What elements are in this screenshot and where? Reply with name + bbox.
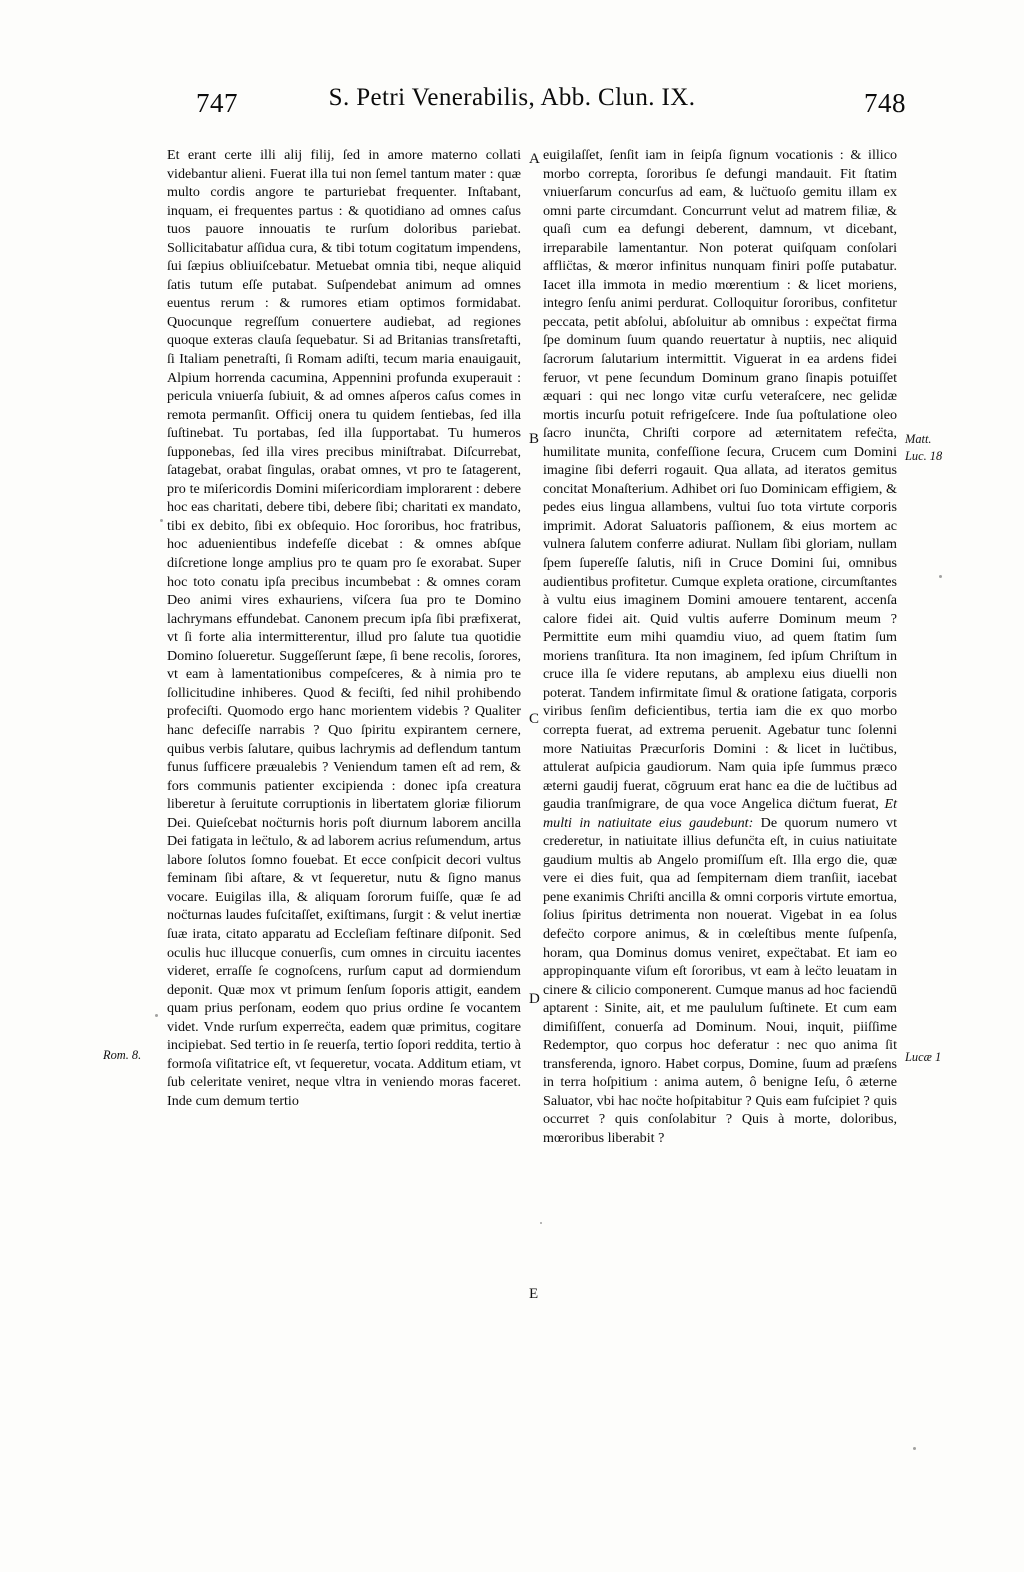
folio-number-right: 748: [864, 88, 906, 118]
section-marker-b: B: [529, 431, 540, 447]
scan-speckle: [155, 1014, 158, 1017]
scan-speckle: [939, 575, 942, 578]
folio-number-left: 747: [196, 88, 238, 118]
section-marker-a: A: [529, 151, 540, 167]
right-text-before-quote: euigilaſſet, ſenſit iam in ſeipſa ſignum vocationis : & illico morbo correpta, ſororibus ſe defungi mandauit. Fit ſtatim vniuerſarum concurſus ad eam, & luc̈tuoſo gemitu illam ex omni parte circumdant. Concurrunt velut ad matrem filiæ, & quaſi cum ea defungi deberent, damnum, vt dicebant, irreparabile lamentantur. Non poterat quiſquam conſolari afflic̈tas, & mœror infinitus nunquam finiri poſſe putabatur. Iacet illa immota in medio mœrentium : & licet moriens, integro ſenſu animi perdurat. Colloquitur ſororibus, confitetur peccata, petit abſolui, abſoluitur ab omnibus : expec̈tat firma ſpe dominum ſuum quando reuertatur à nuptiis, nec aliquid ſacrorum ſalutarium intermittit. Viguerat in ea ardens fidei feruor, vt pene ſecundum Dominum grano ſinapis potuiſſet æquari : qui nec longo vitæ curſu veteraſcere, nec gelidæ mortis incurſu potuit refrigeſcere. Inde ſua poſtulatione oleo ſacro inunc̈ta, Chriſti corpore ad æternitatem refec̈ta, humilitate munita, confeſſione ſecura, Crucem cum Domini imagine ſibi deferri rogauit. Qua allata, ad iteratos gemitus concitat Monaſterium. Adhibet ori ſuo Dominicam effigiem, & pedes eius lingua allambens, vultui ſuo tota virtute corporis imprimit. Adorat Saluatoris paſſionem, & eius mortem ac vulnera ſalutem conferre adiurat. Nullam ſibi gloriam, nullam ſpem ſupereſſe ſalutis, niſi in Cruce Domini ſui, omnibus audientibus profitetur. Cumque expleta oratione, circumſtantes à vultu eius imaginem Domini amouere tentarent, accenſa calore fidei ait. Quid vultis auferre Dominum meum ? Permittite eum mihi quamdiu viuo, ad quem ſtatim ſum moriens tranſitura. Ita non imaginem, ſed ipſum Chriſtum in cruce illa ſe videre reputans, ab amplexu eius diuelli non poterat. Tandem infirmitate ſimul & oratione ſatigata, corporis viribus ſenſim deficientibus, tertia iam die ex quo morbo correpta fuerat, ad extrema peruenit. Agebatur tunc ſolenni more Natiuitas Præcurſoris Domini : & licet in luc̈tibus, attulerat auſpicia gaudiorum. Nam quia ipſe ſummus præco æterni gaudij fuerat, cōgruum erat hanc ea die de luc̈tibus ad gaudia tranſmigrare, de qua voce Angelica dic̈tum fuerat,: [543, 147, 897, 813]
page-title: S. Petri Venerabilis, Abb. Clun. IX.: [328, 84, 696, 111]
section-marker-d: D: [529, 991, 540, 1007]
section-marker-c: C: [529, 711, 540, 727]
scan-speckle: [913, 1447, 916, 1450]
scan-speckle: [160, 519, 163, 522]
margin-note-matt: Matt.: [905, 432, 932, 446]
column-right-body: [543, 146, 897, 1148]
margin-note-luc-18: Luc. 18: [905, 449, 943, 463]
margin-note-rom-8: Rom. 8.: [103, 1048, 142, 1062]
text-column-left: [167, 146, 521, 1110]
scan-speckle: [540, 1222, 542, 1224]
right-text-after-quote: De quorum numero vt crederetur, in natiuitate illius defunc̈ta eſt, in cuius natiuitate gaudium multis ab Angelo promiſſum eſt. Illa ergo die, quæ vere ei dies fuit, qua ad ſempiternam diem tranſiit, iacebat pene exanimis Chriſti ancilla & omni corporis virtute emortua, ſolius ſpiritus detrimenta non nouerat. Vigebat in ea ſolus defec̈to corpore animus, & in cœleſtibus mente ſuſpenſa, horam, qua Dominus domus veniret, expec̈tabat. Et iam eo appropinquante viſum eſt ſororibus, vt eam à lec̈to leuatam in cinere & cilicio componerent. Cumque manus ad hoc faciendū aptarent : Sinite, ait, et me paululum ſuſtinete. Et cum eam dimiſiſſent, conuerſa ad Dominum. Noui, inquit, piiſſime Redemptor, quo corpus hoc deferatur : nec quo anima ſit transferenda, ignoro. Habet corpus, Domine, ſuum ad præſens in terra hoſpitium : anima autem, ô benigne Ieſu, ô æterne Saluator, vbi hac noc̈te hoſpitabitur ? Quis eam fuſcipiet ? quis occurret ? quis conſolabitur ? Quis à morte, doloribus, mœroribus liberabit ?: [543, 814, 897, 1146]
section-marker-e: E: [529, 1286, 539, 1302]
scripture-quote: Et multi in natiuitate eius gaudebunt:: [543, 796, 897, 831]
running-head: [0, 84, 1024, 128]
margin-note-lucae-1: Lucæ 1: [905, 1050, 942, 1064]
text-column-right: [543, 146, 897, 1148]
column-left-body: Et erant certe illi alij filij, ſed in amore materno collati videbantur alieni. Fuerat illa tui non ſemel tantum mater : quæ multo cordis angore te parturiebat frequenter. Inſtabant, inquam, ei frequentes partus : & quotidiano ad omnes caſus tuos pauore innouatis te rurſum doloribus pariebat. Sollicitabatur aſſidua cura, & tibi totum cogitatum impendens, ſui ſæpius obliuiſcebatur. Metuebat omnia tibi, neque aliquid ſatis tutum eſſe putabat. Suſpendebat animum ad omnes euentus rerum : & rumores etiam optimos formidabat. Quocunque regreſſum conuertere audiebat, ad regiones quoque exteras clauſa ſequebatur. Si ad Britanias transſretafti, ſi Italiam penetraſti, ſi Romam adiſti, tecum maria enauigauit, Alpium horrenda cacumina, Appennini profunda exuperauit : pericula vniuerſa ſubiuit, & ad omnes aſperos caſus comes in remota permanſit. Officij onera tu quidem ſentiebas, ſed illa ſuſtinebat. Tu portabas, ſed illa ſupportabat. Tu humeros ſupponebas, ſed illa vires precibus miniſtrabat. Diſcurrebat, ſatagebat, orabat ſingulas, orabat omnes, vt pro te ſatagerent, pro te miſericordis Domini miſericordiam implorarent : debere hoc eas charitati, debere tibi, debere ſibi; charitati ex mandato, tibi ex debito, ſibi ex obſequio. Hoc ſororibus, hoc fratribus, hoc aduenientibus indefeſſe dicebat : & omnes abſque diſcretione longe amplius pro te quam pro ſe exorabat. Super hoc toto conatu ipſa precibus incumbebat : & omnes coram Deo animi vires exhauriens, viſcera ſua pro te Domino lachrymans effundebat. Canonem precum ipſa ſibi præfixerat, vt ſi forte alia intermitterentur, illud pro ſalute tua quotidie Domino ſolueretur. Suggeſſerunt ſæpe, ſi bene recolis, ſorores, vt eam à lamentationibus compeſceres, & à nimia pro te ſollicitudine inhiberes. Quod & feciſti, ſed nihil prohibendo profeciſti. Quomodo ergo hanc morientem videbis ? Qualiter hanc defeciſſe narrabis ? Quo ſpiritu expirantem cernere, quibus verbis ſalutare, quibus lachrymis ad deflendum tantum funus ſufficere præualebis ? Veniendum tamen eſt ad rem, & fors communis patienter excipienda : donec ipſa creatura liberetur à ſeruitute corruptionis in libertatem gloriæ filiorum Dei. Quieſcebat noc̈turnis horis poſt diurnum laborem ancilla Dei fatigata in lec̈tulo, & ad laborem acrius reſumendum, artus labore ſolutos ſomno fouebat. Et ecce conſpicit decori vultus feminam ſibi aſtare, & vt ſequeretur, nutu & ſigno manus vocare. Euigilas illa, & aliquam ſororum fuiſſe, quæ ſe ad noc̈turnas laudes fuſcitaſſet, exiſtimans, ſurgit : & velut inertiæ ſuæ irata, citato apparatu ad Eccleſiam feſtinare diſponit. Sed oculis huc illucque conuerſis, cum omnes in circuitu iacentes videret, erraſſe ſe cognoſcens, rurſum caput ad dormiendum deponit. Quæ mox vt primum ſenſum ſoporis attigit, eandem quam prius perſonam, eodem quo prius ordine ſe vocantem videt. Vnde rurſum experrec̈ta, eadem quæ primitus, cogitare incipiebat. Sed tertio in ſe reuerſa, tertio ſopori reddita, tertio à formoſa viſitatrice eſt, vt ſequeretur, vocata. Additum etiam, vt ſub celeritate veniret, neque vltra in veniendo moras faceret. Inde cum demum tertio: [167, 147, 521, 1109]
